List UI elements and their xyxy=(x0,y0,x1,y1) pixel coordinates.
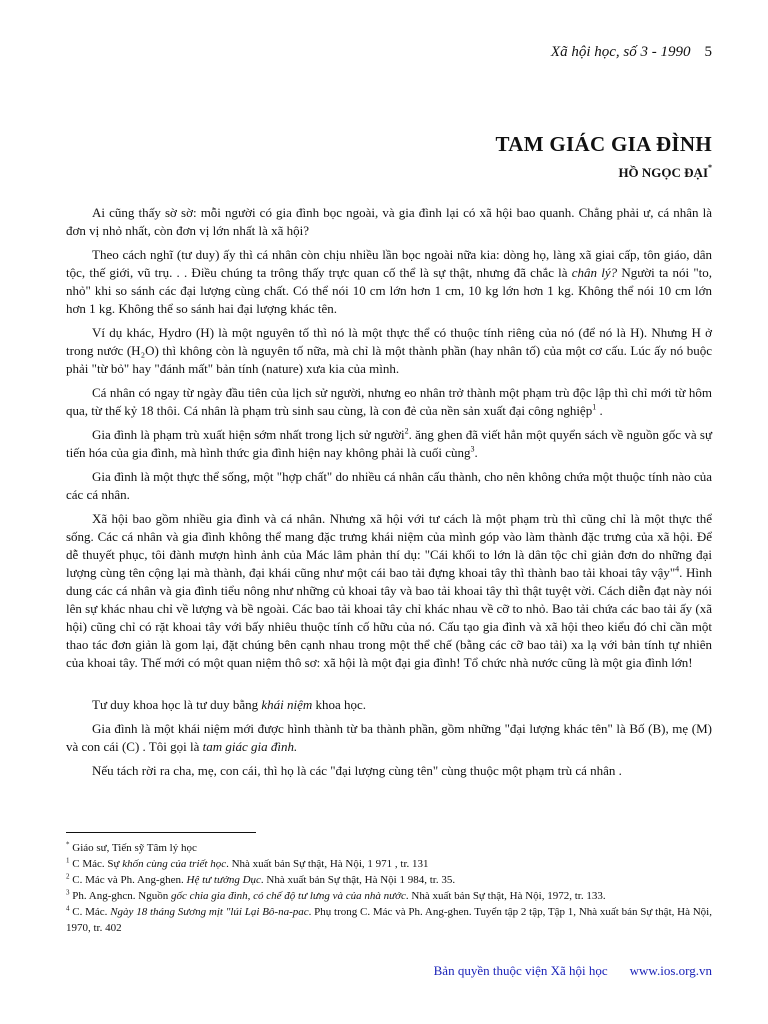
footnote-ref: 4 xyxy=(675,564,680,574)
paragraph: Gia đình là phạm trù xuất hiện sớm nhất trong lịch sử người$^2$. ăng ghen đã viết hẳn một quyển sách về nguồn gốc và sự tiến hóa của gia đình, mà hình thức gia đình hiện nay không phải là cuối cùng$^3$. xyxy=(66,426,712,460)
footnote: $^1$ C Mác. Sự khốn cùng của triết học. Nhà xuất bản Sự thật, Hà Nội, 1 971 , tr. 131 xyxy=(66,856,429,870)
footnote-ref: 2 xyxy=(404,426,409,436)
paragraph: Ví dụ khác, Hydro (H) là một nguyên tố thì nó là một thực thể có thuộc tính riêng của nó (để nó là H). Nhưng H ở trong nước (H₂O) thì không còn là nguyên tố nữa, mà chỉ là một thành phần (hay nhân tố) của một cơ cấu. Lúc ấy nó buộc phải "từ bỏ" hay "đánh mất" bản tính (nature) xưa kia của mình. xyxy=(66,325,712,376)
footnotes xyxy=(66,840,712,936)
page-number: 5 xyxy=(704,44,712,60)
article-body xyxy=(66,204,712,786)
footnote-divider xyxy=(66,832,256,833)
footnote-ref: 1 xyxy=(592,402,597,412)
author-name: HỒ NGỌC ĐẠI* xyxy=(618,163,712,180)
article-title: TAM GIÁC GIA ĐÌNH xyxy=(495,132,712,156)
running-header xyxy=(551,44,712,61)
paragraph: Theo cách nghĩ (tư duy) ấy thì cá nhân còn chịu nhiều lần bọc ngoài nữa kia: dòng họ, làng xã giai cấp, tôn giáo, dân tộc, thế giới, vũ trụ. . . Điều chúng ta trông thấy trực quan cố thể là sự thật, nhưng đã chắc là chân lý? Người ta nói "to, nhỏ" khi so sánh các đại lượng cùng chất. Có thể nói 10 cm lớn hơn 1 cm, 10 kg lớn hơn 1 kg. Không thể nói 10 cm lớn hơn 1 kg. Không thể so sánh hai đại lượng khác tên. xyxy=(66,247,712,316)
author-footnote-mark: * xyxy=(708,163,712,172)
paragraph: Ai cũng thấy sờ sờ: mỗi người có gia đình bọc ngoài, và gia đình lại có xã hội bao quanh. Chẳng phải ư, cá nhân là đơn vị nhỏ nhất, còn đơn vị lớn nhất là xã hội? xyxy=(66,205,712,238)
paragraph: Nếu tách rời ra cha, mẹ, con cái, thì họ là các "đại lượng cùng tên" cùng thuộc một phạm trù cá nhân . xyxy=(92,763,622,778)
paragraph: Gia đình là một khái niệm mới được hình thành từ ba thành phần, gồm những "đại lượng khác tên" là Bố (B), mẹ (M) và con cái (C) . Tôi gọi là tam giác gia đình. xyxy=(66,721,712,754)
footnote: * Giáo sư, Tiến sỹ Tâm lý học xyxy=(66,840,197,854)
paragraph: Gia đình là một thực thể sống, một "hợp chất" do nhiều cá nhân cấu thành, cho nên không chứa một thuộc tính nào của các cá nhân. xyxy=(66,469,712,502)
footnote-ref: 3 xyxy=(470,444,475,454)
journal-citation: Xã hội học, số 3 - 1990 xyxy=(550,44,691,60)
footnote: $^4$ C. Mác. Ngày 18 tháng Sương mịt "lúi Lại Bô-na-pac. Phụ trong C. Mác và Ph. Ang-ghen. Tuyển tập 2 tập, Tập 1, Nhà xuất bản Sự thật, Hà Nội, 1970, tr. 402 xyxy=(66,904,712,934)
paragraph: Xã hội bao gồm nhiều gia đình và cá nhân. Nhưng xã hội với tư cách là một phạm trù thì cũng chỉ là một thực thể sống. Các cá nhân và gia đình không thể mang đặc trưng khái niệm của mình góp vào làm thành đặc trưng của xã hội. Để dễ thuyết phục, tôi đành mượn hình ảnh của Mác lâm phản thí dụ: "Cái khối to lớn là dân tộc chỉ giản đơn do những đại lượng cùng tên cộng lại mà thành, đại khái cũng như một cái bao tải đựng khoai tây thì thành bao tải khoai tây vậy"$^4$. Hình dung các cá nhân và gia đình tiểu nông như những củ khoai tây và bao tải khoai tây thì thật tuyệt vời. Cách diễn đạt này nói lên sự khác nhau chỉ về lượng và bề ngoài. Các bao tải khoai tây chỉ khác nhau về cỡ to nhỏ. Bao tải chứa các bao tải ấy (xã hội) cũng chỉ có rặt khoai tây với bấy nhiêu thuộc tính cố hữu của nó. Cấu tạo gia đình và xã hội theo kiểu đó chỉ cần một thao tác đơn giản là gom lại, đặt chúng bên cạnh nhau trong một thể chế (bằng các cỡ bao tải) xa lạ với bản tính tự nhiên của khoai tây. Thế mới có một quan niệm thô sơ: xã hội là một đại gia đình! Tổ chức nhà nước cũng là một gia đình lớn! xyxy=(66,511,713,670)
paragraph: Cá nhân có ngay từ ngày đầu tiên của lịch sử người, nhưng eo nhân trở thành một phạm trù độc lập thì chỉ mới từ hôm qua, từ thế kỷ 18 thôi. Cá nhân là phạm trù sinh sau cùng, là con đẻ của nền sản xuất đại công nghiệp$^1$ . xyxy=(66,385,712,418)
footnote: $^3$ Ph. Ang-ghcn. Nguồn gốc chia gia đình, có chế độ tư lưng và của nhà nước. Nhà xuất bản Sự thật, Hà Nội, 1972, tr. 133. xyxy=(66,888,606,902)
copyright-text: Bản quyền thuộc viện Xã hội học xyxy=(433,963,608,978)
website-link[interactable]: www.ios.org.vn xyxy=(629,963,712,978)
footnote: $^2$ C. Mác và Ph. Ang-ghen. Hệ tư tưởng Dục. Nhà xuất bản Sự thật, Hà Nội 1 984, tr. 35. xyxy=(66,872,456,886)
copyright-footer xyxy=(434,963,712,979)
paragraph: Tư duy khoa học là tư duy bằng khái niệm khoa học. xyxy=(92,697,367,712)
